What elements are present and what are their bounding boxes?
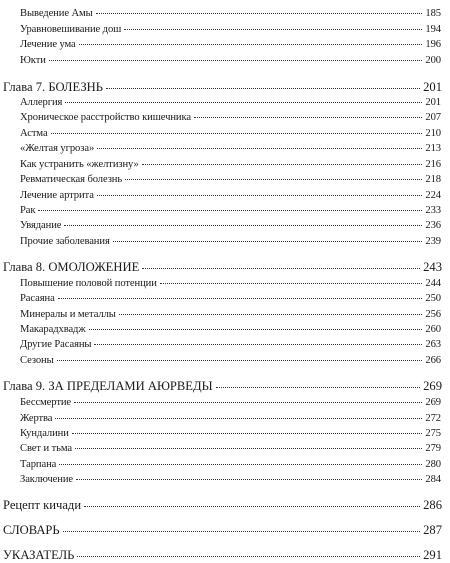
dot-leader [51,133,423,134]
toc-entry-row [20,236,441,247]
dot-leader [142,164,423,165]
toc-page-number: 194 [425,24,441,35]
dot-leader [96,13,423,14]
toc-page-number: 207 [425,112,441,123]
toc-entry-row [20,39,441,50]
toc-title: Ревматическая болезнь [20,174,123,185]
toc-page-number: 284 [425,474,441,485]
dot-leader [65,102,422,103]
dot-leader [72,433,423,434]
dot-leader [160,283,423,284]
toc-chapter-row [3,498,442,513]
dot-leader [119,314,423,315]
toc-entry-row [20,24,441,35]
toc-chapter-row [3,260,442,275]
dot-leader [142,268,420,269]
dot-leader [57,360,423,361]
dot-leader [64,225,422,226]
toc-page-number: 236 [425,220,441,231]
toc-page-number: 201 [423,80,442,94]
toc-page-number: 269 [423,379,442,393]
toc-title: Лечение артрита [20,190,94,201]
dot-leader [113,241,423,242]
toc-title: Минералы и металлы [20,309,116,320]
toc-page-number: 218 [425,174,441,185]
toc-entry-row [20,112,441,123]
toc-page-number: 272 [425,413,441,424]
dot-leader [63,531,420,532]
toc-title: Рак [20,205,36,216]
toc-entry-row [20,97,441,108]
toc-entry-row [20,397,441,408]
toc-title: Тарпана [20,459,57,470]
toc-entry-row [20,428,441,439]
toc-entry-row [20,190,441,201]
dot-leader [75,448,422,449]
toc-page-number: 260 [425,324,441,335]
toc-entry-row [20,309,441,320]
toc-page-number: 280 [425,459,441,470]
toc-title: Сезоны [20,355,54,366]
dot-leader [194,117,422,118]
dot-leader [79,44,423,45]
dot-leader [97,195,423,196]
dot-leader [58,298,423,299]
toc-page-number: 201 [425,97,441,108]
toc-entry-row [20,339,441,350]
toc-title: Расаяна [20,293,55,304]
toc-title: СЛОВАРЬ [3,523,60,537]
toc-title: Глава 7. БОЛЕЗНЬ [3,80,103,94]
toc-title: Кундалини [20,428,69,439]
toc-title: Макарадхвадж [20,324,86,335]
toc-entry-row [20,55,441,66]
toc-entry-row [20,443,441,454]
toc-entry-row [20,205,441,216]
toc-title: Другие Расаяны [20,339,92,350]
toc-title: Заключение [20,474,74,485]
toc-entry-row [20,174,441,185]
toc-page-number: 263 [425,339,441,350]
toc-chapter-row [3,379,442,394]
dot-leader [59,464,422,465]
toc-page-number: 224 [425,190,441,201]
toc-title: Бессмертие [20,397,72,408]
toc-title: Как устранить «желтизну» [20,159,139,170]
dot-leader [97,148,422,149]
dot-leader [94,344,422,345]
toc-entry-row [20,413,441,424]
toc-title: Уравновешивание дош [20,24,122,35]
toc-page-number: 287 [423,523,442,537]
toc-title: Хроническое расстройство кишечника [20,112,191,123]
toc-page-number: 239 [425,236,441,247]
toc-title: Глава 8. ОМОЛОЖЕНИЕ [3,260,140,274]
toc-entry-row [20,459,441,470]
dot-leader [125,179,422,180]
dot-leader [216,387,421,388]
toc-entry-row [20,278,441,289]
toc-entry-row [20,355,441,366]
toc-page-number: 279 [425,443,441,454]
toc-entry-row [20,8,441,19]
dot-leader [124,29,422,30]
toc-page-number: 250 [425,293,441,304]
toc-page-number: 185 [425,8,441,19]
toc-entry-row [20,474,441,485]
toc-title: Жертва [20,413,53,424]
toc-page-number: 196 [425,39,441,50]
toc-page-number: 216 [425,159,441,170]
toc-title: УКАЗАТЕЛЬ [3,548,75,562]
dot-leader [49,60,423,61]
toc-title: Астма [20,128,48,139]
toc-page-number: 291 [423,548,442,562]
dot-leader [84,506,420,507]
toc-entry-row [20,143,441,154]
toc-page-number: 233 [425,205,441,216]
toc-title: Юкти [20,55,46,66]
toc-page-number: 266 [425,355,441,366]
dot-leader [38,210,422,211]
toc-page-number: 269 [425,397,441,408]
toc-title: Увядание [20,220,62,231]
toc-entry-row [20,128,441,139]
toc-page-number: 286 [423,498,442,512]
dot-leader [106,88,420,89]
toc-page-number: 213 [425,143,441,154]
toc-page-number: 244 [425,278,441,289]
toc-title: Глава 9. ЗА ПРЕДЕЛАМИ АЮРВЕДЫ [3,379,213,393]
dot-leader [76,479,422,480]
toc-title: Аллергия [20,97,63,108]
toc-entry-row [20,293,441,304]
toc-page-number: 243 [423,260,442,274]
toc-entry-row [20,159,441,170]
toc-title: Лечение ума [20,39,76,50]
toc-title: Повышение половой потенции [20,278,157,289]
toc-entry-row [20,324,441,335]
toc-chapter-row [3,80,442,95]
toc-entry-row [20,220,441,231]
toc-chapter-row [3,523,442,538]
dot-leader [74,402,422,403]
dot-leader [89,329,423,330]
toc-title: Выведение Амы [20,8,93,19]
toc-page-number: 256 [425,309,441,320]
dot-leader [55,418,422,419]
toc-page-number: 200 [425,55,441,66]
toc-chapter-row [3,548,442,563]
toc-title: «Желтая угроза» [20,143,95,154]
toc-page-number: 210 [425,128,441,139]
toc-title: Рецепт кичади [3,498,82,512]
toc-title: Свет и тьма [20,443,72,454]
toc-page-number: 275 [425,428,441,439]
toc-title: Прочие заболевания [20,236,110,247]
